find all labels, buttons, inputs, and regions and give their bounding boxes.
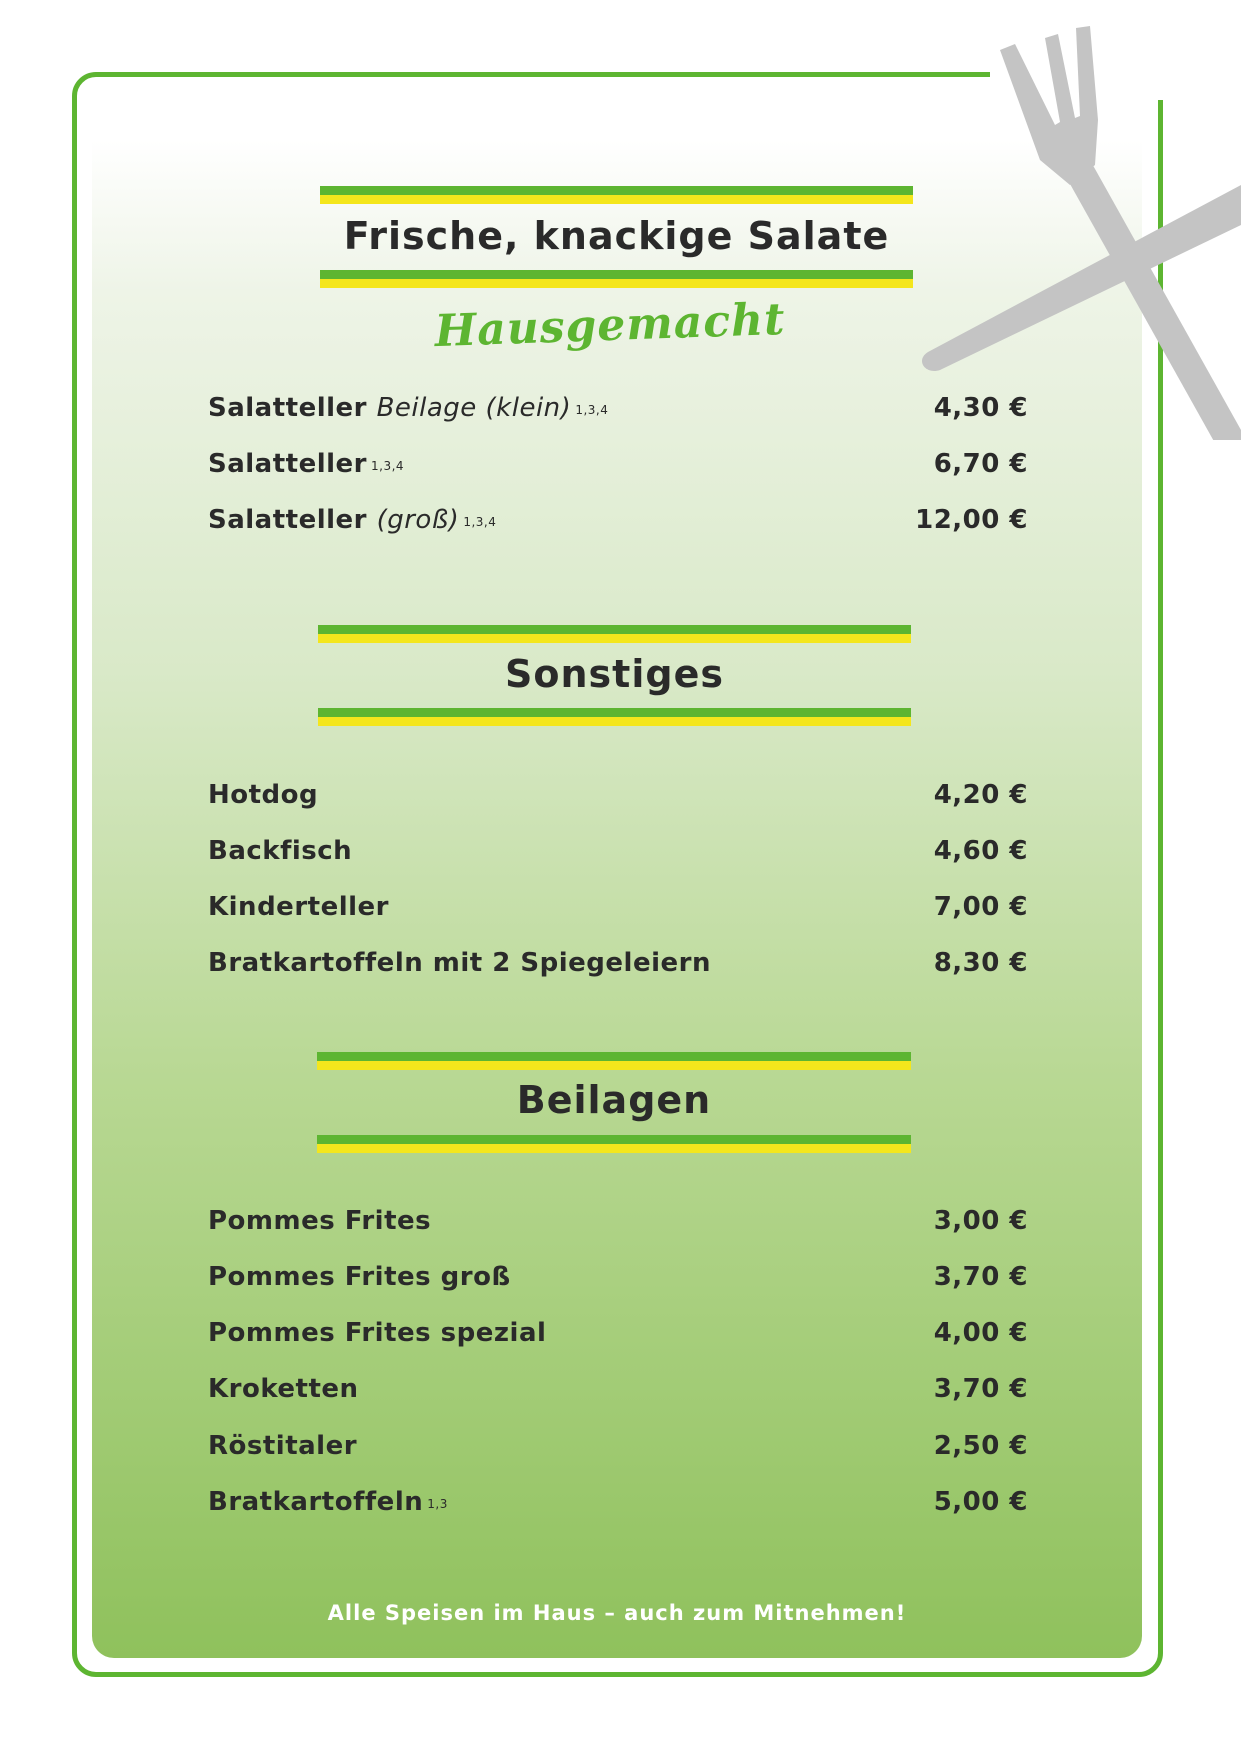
price: 3,70 € (933, 1262, 1028, 1292)
section-title-sides: Beilagen (516, 1078, 712, 1122)
menu-item: Backfisch 4,60 € (208, 836, 1028, 866)
section-title-misc: Sonstiges (505, 652, 724, 696)
menu-item: Salatteller (groß) $^{1,3,4}$ 12,00 € (208, 505, 1028, 535)
menu-item: Bratkartoffeln mit 2 Spiegeleiern 8,30 € (208, 948, 1028, 978)
price: 4,30 € (933, 393, 1028, 423)
menu-item: Kinderteller 7,00 € (208, 892, 1028, 922)
divider-bar (320, 270, 913, 288)
price: 3,70 € (933, 1374, 1028, 1404)
price: 4,20 € (933, 780, 1028, 810)
section-subtitle-homemade: Hausgemacht (433, 293, 787, 358)
price: 5,00 € (933, 1487, 1028, 1517)
divider-bar (317, 1135, 911, 1153)
price: 4,00 € (933, 1318, 1028, 1348)
divider-bar (320, 186, 913, 204)
section-title-salads: Frische, knackige Salate (343, 214, 890, 258)
divider-bar (318, 625, 911, 643)
footer-note: Alle Speisen im Haus – auch zum Mitnehmen! (327, 1601, 907, 1625)
menu-item: Kroketten 3,70 € (208, 1374, 1028, 1404)
price: 12,00 € (915, 505, 1028, 535)
menu-item: Hotdog 4,20 € (208, 780, 1028, 810)
price: 3,00 € (933, 1206, 1028, 1236)
menu-item: Pommes Frites spezial 4,00 € (208, 1318, 1028, 1348)
divider-bar (318, 708, 911, 726)
price: 8,30 € (933, 948, 1028, 978)
menu-item: Pommes Frites 3,00 € (208, 1206, 1028, 1236)
divider-bar (317, 1052, 911, 1070)
price: 7,00 € (933, 892, 1028, 922)
menu-item: Pommes Frites groß 3,70 € (208, 1262, 1028, 1292)
menu-item: Salatteller $^{1,3,4}$ 6,70 € (208, 449, 1028, 479)
menu-item: Salatteller Beilage (klein) $^{1,3,4}$ 4,30 € (208, 393, 1028, 423)
price: 2,50 € (933, 1431, 1028, 1461)
price: 6,70 € (933, 449, 1028, 479)
price: 4,60 € (933, 836, 1028, 866)
menu-item: Röstitaler 2,50 € (208, 1431, 1028, 1461)
menu-item: Bratkartoffeln $^{1,3}$ 5,00 € (208, 1487, 1028, 1517)
